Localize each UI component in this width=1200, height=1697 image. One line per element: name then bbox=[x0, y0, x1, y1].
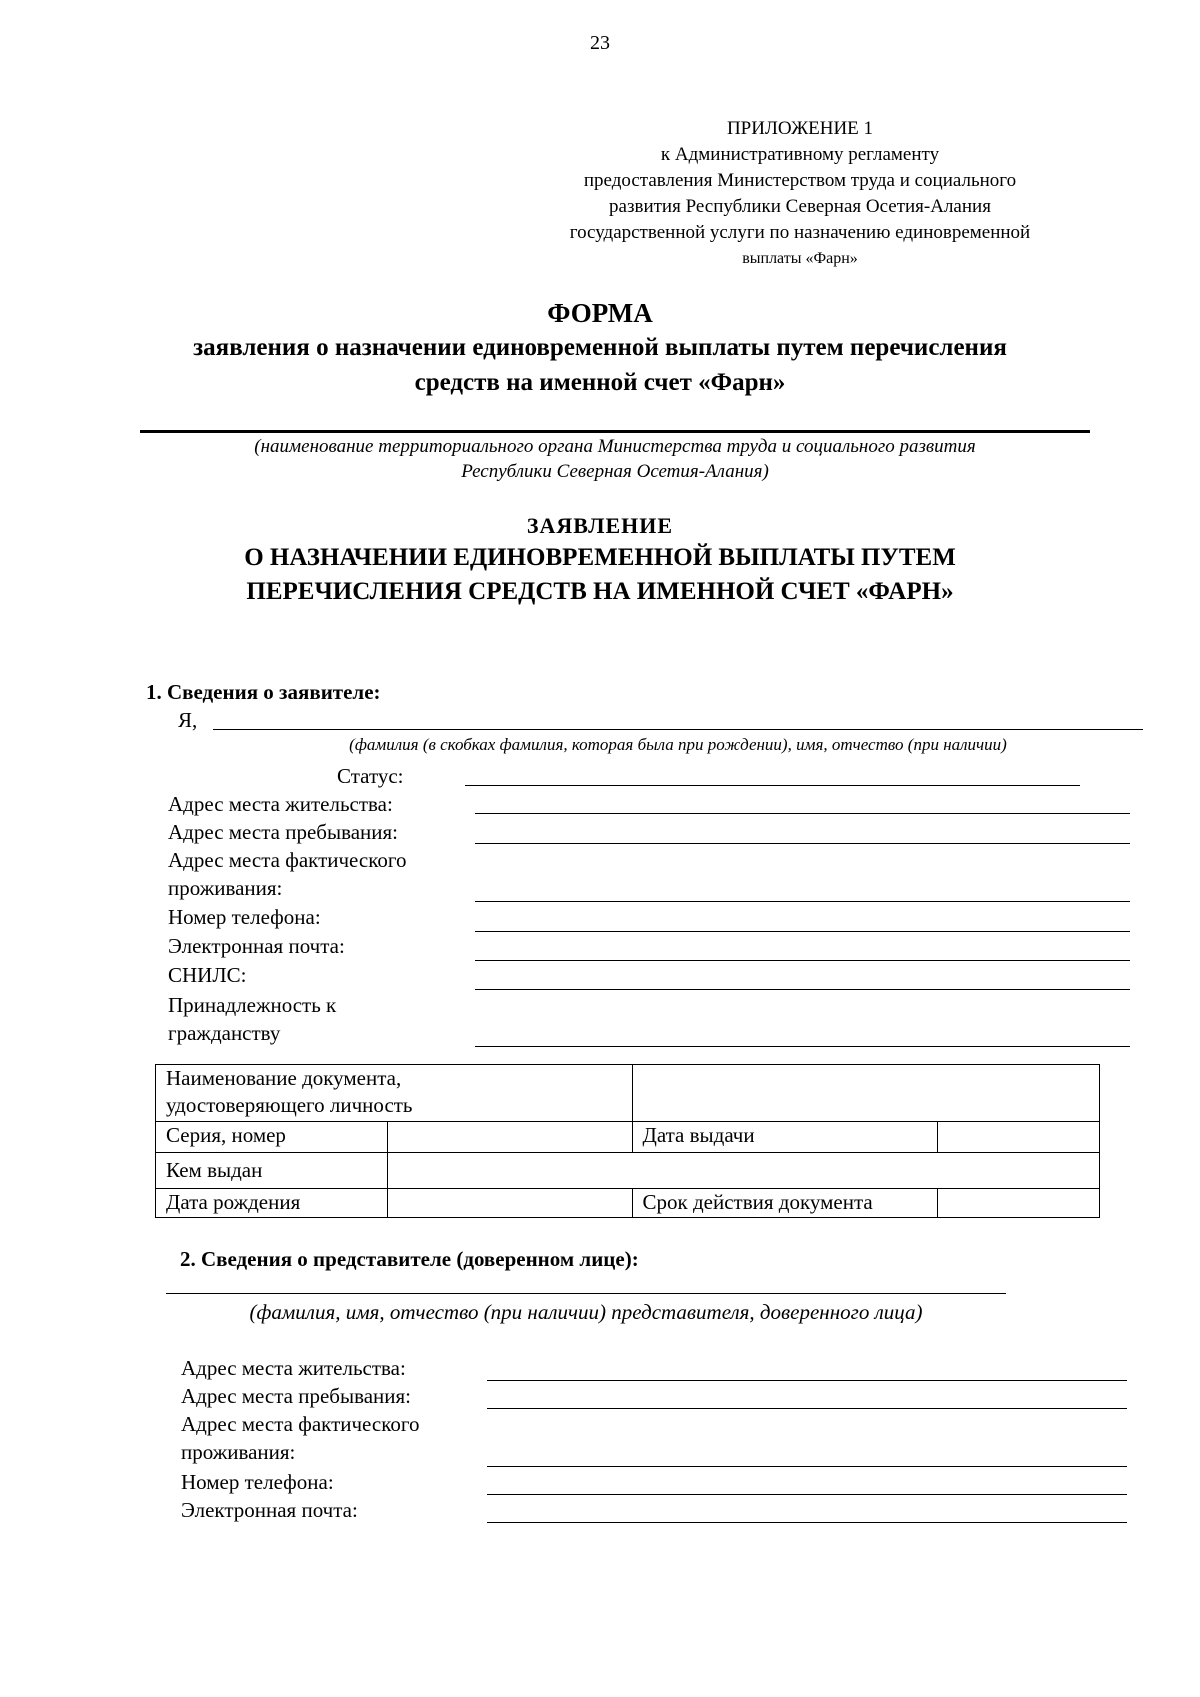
rep-address-stay-label: Адрес места пребывания: bbox=[181, 1384, 412, 1408]
address-residence-label: Адрес места жительства: bbox=[168, 792, 393, 816]
form-title: ФОРМА bbox=[547, 298, 653, 328]
snils-field[interactable] bbox=[475, 989, 1130, 990]
issued-by-label: Кем выдан bbox=[156, 1153, 388, 1189]
validity-label: Срок действия документа bbox=[632, 1189, 938, 1218]
rep-phone-label: Номер телефона: bbox=[181, 1470, 334, 1494]
issue-date-input-cell[interactable] bbox=[938, 1122, 1100, 1153]
table-row bbox=[156, 1153, 1100, 1189]
address-stay-label: Адрес места пребывания: bbox=[168, 820, 399, 844]
org-name-field[interactable] bbox=[140, 430, 1090, 433]
series-number-input-cell[interactable] bbox=[387, 1122, 632, 1153]
applicant-name-field[interactable] bbox=[213, 729, 1143, 730]
rep-address-actual-label: проживания: bbox=[181, 1440, 296, 1464]
series-number-label: Серия, номер bbox=[156, 1122, 388, 1153]
doc-name-label-cell bbox=[156, 1065, 633, 1122]
rep-address-residence-field[interactable] bbox=[487, 1380, 1127, 1381]
section1-heading: 1. Сведения о заявителе: bbox=[146, 680, 381, 704]
appendix-line: к Административному регламенту bbox=[660, 144, 940, 165]
form-subtitle-line: заявления о назначении единовременной выплаты путем перечисления bbox=[193, 334, 1007, 361]
table-row bbox=[156, 1189, 1100, 1218]
name-caption: (фамилия (в скобках фамилия, которая была при рождении), имя, отчество (при наличии) bbox=[349, 735, 1007, 754]
application-title-line: О НАЗНАЧЕНИИ ЕДИНОВРЕМЕННОЙ ВЫПЛАТЫ ПУТЕМ bbox=[244, 544, 956, 571]
form-subtitle-line: средств на именной счет «Фарн» bbox=[414, 369, 786, 396]
rep-address-actual-label: Адрес места фактического bbox=[181, 1412, 420, 1436]
rep-address-residence-label: Адрес места жительства: bbox=[181, 1356, 406, 1380]
appendix-line: развития Республики Северная Осетия-Алания bbox=[609, 196, 991, 217]
doc-name-input-cell[interactable] bbox=[632, 1065, 1099, 1122]
address-actual-field[interactable] bbox=[475, 901, 1130, 902]
issue-date-label: Дата выдачи bbox=[632, 1122, 938, 1153]
appendix-line: государственной услуги по назначению единовременной bbox=[569, 222, 1031, 243]
appendix-line: выплаты «Фарн» bbox=[742, 250, 858, 267]
table-row bbox=[156, 1122, 1100, 1153]
address-stay-field[interactable] bbox=[475, 843, 1130, 844]
citizenship-field[interactable] bbox=[475, 1046, 1130, 1047]
birth-date-label: Дата рождения bbox=[156, 1189, 388, 1218]
rep-email-label: Электронная почта: bbox=[181, 1498, 358, 1522]
appendix-line: предоставления Министерством труда и социального bbox=[583, 170, 1017, 191]
rep-address-stay-field[interactable] bbox=[487, 1408, 1127, 1409]
address-residence-field[interactable] bbox=[475, 813, 1130, 814]
id-document-table bbox=[155, 1064, 1100, 1218]
table-row bbox=[156, 1065, 1100, 1122]
application-title-line: ПЕРЕЧИСЛЕНИЯ СРЕДСТВ НА ИМЕННОЙ СЧЕТ «ФАРН» bbox=[246, 578, 954, 605]
appendix-title: ПРИЛОЖЕНИЕ 1 bbox=[726, 118, 874, 139]
email-label: Электронная почта: bbox=[168, 934, 345, 958]
representative-name-field[interactable] bbox=[166, 1293, 1006, 1294]
citizenship-label: гражданству bbox=[168, 1021, 281, 1045]
birth-date-input-cell[interactable] bbox=[387, 1189, 632, 1218]
doc-name-label: удостоверяющего личность bbox=[166, 1093, 413, 1117]
phone-field[interactable] bbox=[475, 931, 1130, 932]
validity-input-cell[interactable] bbox=[938, 1189, 1100, 1218]
snils-label: СНИЛС: bbox=[168, 963, 247, 987]
page-number: 23 bbox=[590, 32, 610, 54]
phone-label: Номер телефона: bbox=[168, 905, 321, 929]
status-label: Статус: bbox=[337, 764, 404, 788]
representative-caption: (фамилия, имя, отчество (при наличии) представителя, доверенного лица) bbox=[249, 1300, 923, 1324]
issued-by-input-cell[interactable] bbox=[387, 1153, 1099, 1189]
application-title: ЗАЯВЛЕНИЕ bbox=[526, 513, 674, 538]
section2-heading: 2. Сведения о представителе (доверенном лице): bbox=[180, 1247, 639, 1271]
rep-email-field[interactable] bbox=[487, 1522, 1127, 1523]
address-actual-label: Адрес места фактического bbox=[168, 848, 407, 872]
rep-phone-field[interactable] bbox=[487, 1494, 1127, 1495]
appendix-header bbox=[520, 116, 1080, 272]
org-caption: Республики Северная Осетия-Алания) bbox=[461, 461, 769, 482]
rep-address-actual-field[interactable] bbox=[487, 1466, 1127, 1467]
citizenship-label: Принадлежность к bbox=[168, 993, 337, 1017]
address-actual-label: проживания: bbox=[168, 876, 283, 900]
ya-label: Я, bbox=[178, 708, 198, 732]
doc-name-label: Наименование документа, bbox=[166, 1066, 402, 1090]
org-caption: (наименование территориального органа Министерства труда и социального развития bbox=[254, 436, 976, 457]
email-field[interactable] bbox=[475, 960, 1130, 961]
status-field[interactable] bbox=[465, 785, 1080, 786]
